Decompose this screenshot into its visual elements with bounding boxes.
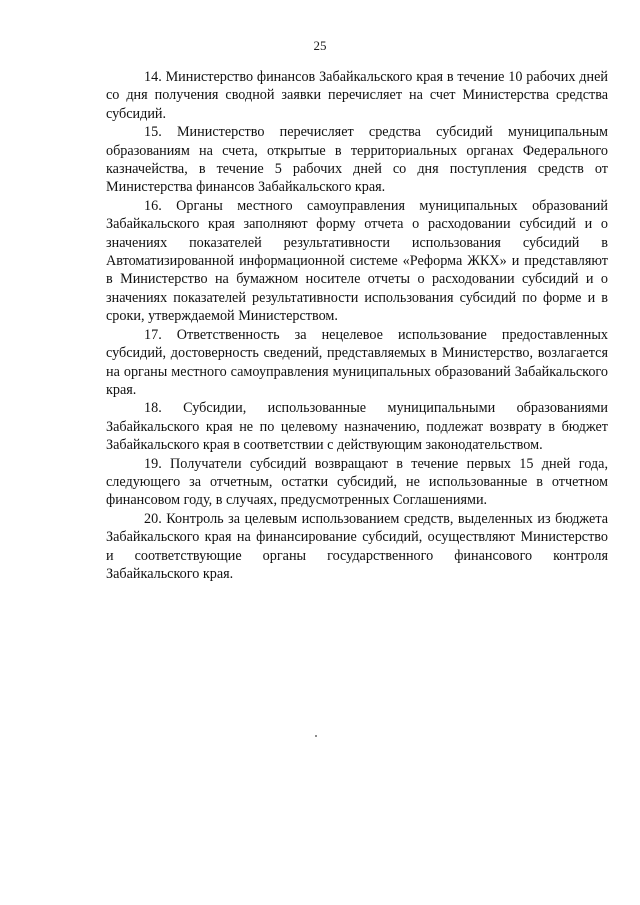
paragraph-17: 17. Ответственность за нецелевое использование предоставленных субсидий, достоверность сведений, представляемых в Министерство, возлагается на органы местного самоуправления муниципальных образований Забайкальского края.: [106, 326, 608, 398]
paragraph-18: 18. Субсидии, использованные муниципальными образованиями Забайкальского края не по целевому назначению, подлежат возврату в бюджет Забайкальского края в соответствии с действующим законодательством.: [106, 400, 608, 454]
paragraph-14: 14. Министерство финансов Забайкальского края в течение 10 рабочих дней со дня получения сводной заявки перечисляет на счет Министерства средства субсидий.: [106, 69, 608, 122]
paragraph-20: 20. Контроль за целевым использованием средств, выделенных из бюджета Забайкальского края на финансирование субсидий, осуществляют Министерство и соответствующие органы государственного финансового контроля Забайкальского края.: [106, 510, 608, 582]
document-body: [106, 68, 608, 583]
paragraph-19: 19. Получатели субсидий возвращают в течение первых 15 дней года, следующего за отчетным, остатки субсидий, не использованные в отчетном финансовом году, в случаях, предусмотренных Соглашениями.: [106, 455, 608, 509]
paragraph-16: 16. Органы местного самоуправления муниципальных образований Забайкальского края заполняют форму отчета о расходовании субсидий и о значениях показателей результативности использования субсидий в Автоматизированной информационной системе «Реформа ЖКХ» и представляют в Министерство на бумажном носителе отчеты о расходовании субсидий и о значениях показателей результативности использования субсидий по форме и в сроки, утверждаемой Министерством.: [106, 197, 608, 325]
paragraph-15: 15. Министерство перечисляет средства субсидий муниципальным образованиям на счета, открытые в территориальных органах Федерального казначейства, в течение 5 рабочих дней со дня поступления средств от Министерства финансов Забайкальского края.: [106, 124, 608, 196]
page-number: 25: [313, 38, 327, 53]
scan-speck: [315, 735, 317, 737]
